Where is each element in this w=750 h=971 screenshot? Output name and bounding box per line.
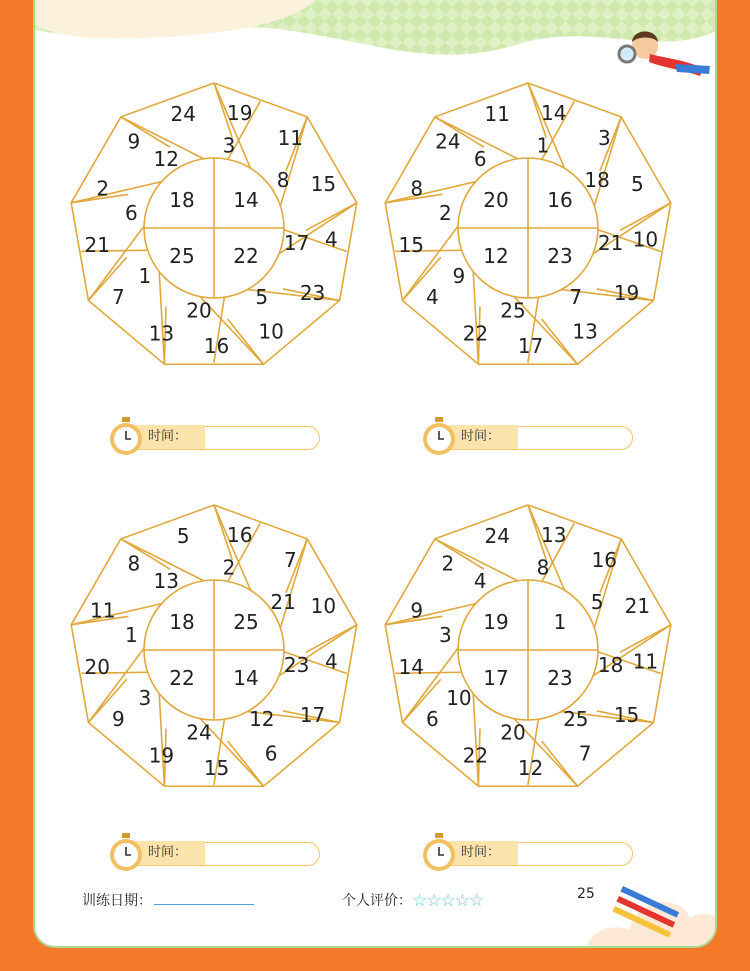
training-date-label: 训练日期：: [82, 893, 152, 909]
middle-cell-number: 24: [186, 720, 212, 745]
middle-cell-number: 5: [590, 590, 604, 615]
outer-cell-number: 21: [624, 593, 651, 618]
middle-cell-number: 17: [283, 231, 310, 256]
page-number: 25: [577, 886, 595, 902]
outer-cell-number: 15: [203, 755, 230, 780]
circle-cell-number: 12: [483, 244, 509, 268]
circle-cell-number: 18: [169, 610, 195, 634]
time-label: 时间：: [120, 841, 205, 865]
stopwatch-icon: [421, 833, 457, 873]
circle-cell-number: 1: [553, 610, 567, 634]
outer-cell-number: 4: [325, 649, 338, 674]
outer-cell-number: 15: [398, 232, 424, 257]
middle-cell-number: 18: [597, 653, 624, 678]
circle-cell-number: 14: [233, 666, 259, 690]
outer-cell-number: 5: [631, 171, 644, 196]
circle-cell-number: 19: [483, 610, 509, 634]
circle-cell-number: 14: [233, 188, 259, 212]
outer-cell-number: 11: [277, 126, 304, 151]
middle-cell-number: 9: [452, 263, 466, 288]
time-label: 时间：: [433, 425, 518, 449]
middle-cell-number: 3: [222, 133, 236, 158]
self-evaluation-label: 个人评价：: [342, 893, 412, 909]
middle-cell-number: 8: [276, 168, 290, 193]
outer-cell-number: 16: [227, 522, 253, 547]
circle-cell-number: 16: [547, 188, 573, 212]
outer-cell-number: 16: [203, 333, 230, 358]
middle-cell-number: 2: [222, 555, 236, 580]
outer-cell-number: 17: [517, 333, 544, 358]
training-date: [82, 890, 254, 910]
outer-cell-number: 22: [462, 321, 489, 346]
middle-cell-number: 8: [536, 555, 550, 580]
outer-cell-number: 10: [632, 227, 659, 252]
time-label: 时间：: [120, 425, 205, 449]
outer-cell-number: 11: [90, 598, 116, 623]
outer-cell-number: 6: [425, 707, 439, 732]
outer-cell-number: 5: [176, 524, 190, 549]
outer-cell-number: 10: [258, 319, 284, 344]
outer-cell-number: 16: [591, 548, 618, 573]
stopwatch-icon: [108, 833, 144, 873]
outer-cell-number: 17: [299, 702, 326, 727]
circle-cell-number: 25: [169, 244, 195, 268]
middle-cell-number: 18: [584, 168, 610, 193]
middle-cell-number: 25: [500, 298, 526, 323]
outer-cell-number: 10: [310, 593, 337, 618]
middle-cell-number: 12: [249, 707, 275, 732]
circle-cell-number: 25: [233, 610, 259, 634]
middle-cell-number: 7: [569, 285, 583, 310]
middle-cell-number: 3: [138, 685, 152, 710]
middle-cell-number: 20: [186, 298, 212, 323]
outer-cell-number: 24: [484, 524, 511, 549]
outer-cell-number: 11: [484, 102, 511, 127]
timer-field[interactable]: [421, 838, 636, 870]
outer-cell-number: 19: [227, 100, 253, 125]
outer-cell-number: 4: [325, 227, 338, 252]
stopwatch-icon: [421, 417, 457, 457]
rating-stars[interactable]: ☆☆☆☆☆: [412, 891, 484, 911]
middle-cell-number: 1: [124, 622, 138, 647]
middle-cell-number: 12: [153, 146, 179, 171]
time-label: 时间：: [433, 841, 518, 865]
outer-cell-number: 8: [410, 176, 424, 201]
middle-cell-number: 6: [473, 146, 487, 171]
outer-cell-number: 2: [96, 176, 110, 201]
outer-cell-number: 13: [541, 522, 567, 547]
middle-cell-number: 2: [438, 200, 452, 225]
self-evaluation: [342, 890, 483, 911]
middle-cell-number: 21: [597, 231, 624, 256]
outer-cell-number: 20: [84, 654, 110, 679]
training-date-input[interactable]: [154, 892, 254, 905]
outer-cell-number: 13: [148, 321, 175, 346]
middle-cell-number: 1: [138, 263, 152, 288]
outer-cell-number: 12: [517, 755, 544, 780]
outer-cell-number: 15: [310, 171, 337, 196]
middle-cell-number: 1: [536, 133, 550, 158]
circle-cell-number: 17: [483, 666, 509, 690]
outer-cell-number: 19: [148, 743, 175, 768]
outer-cell-number: 24: [435, 129, 461, 154]
outer-cell-number: 22: [462, 743, 489, 768]
outer-cell-number: 14: [398, 654, 424, 679]
outer-cell-number: 9: [111, 707, 125, 732]
outer-cell-number: 7: [111, 285, 125, 310]
circle-cell-number: 23: [547, 244, 573, 268]
middle-cell-number: 4: [473, 568, 487, 593]
outer-cell-number: 7: [578, 741, 592, 766]
middle-cell-number: 3: [438, 622, 452, 647]
outer-cell-number: 11: [632, 649, 659, 674]
stopwatch-icon: [108, 417, 144, 457]
middle-cell-number: 20: [500, 720, 526, 745]
outer-cell-number: 7: [283, 548, 297, 573]
outer-cell-number: 6: [264, 741, 278, 766]
outer-cell-number: 13: [572, 319, 598, 344]
outer-cell-number: 8: [127, 551, 141, 576]
outer-cell-number: 21: [84, 232, 110, 257]
timer-field[interactable]: [421, 422, 636, 454]
timer-field[interactable]: [108, 422, 323, 454]
circle-cell-number: 22: [233, 244, 259, 268]
circle-cell-number: 20: [483, 188, 509, 212]
outer-cell-number: 24: [170, 102, 197, 127]
circle-cell-number: 18: [169, 188, 195, 212]
outer-cell-number: 9: [410, 598, 424, 623]
outer-cell-number: 2: [441, 551, 455, 576]
outer-cell-number: 9: [127, 129, 141, 154]
outer-cell-number: 3: [597, 126, 611, 151]
outer-cell-number: 15: [613, 702, 640, 727]
circle-cell-number: 23: [547, 666, 573, 690]
middle-cell-number: 13: [153, 568, 179, 593]
middle-cell-number: 6: [124, 200, 138, 225]
circle-cell-number: 22: [169, 666, 195, 690]
outer-cell-number: 19: [613, 280, 640, 305]
middle-cell-number: 5: [255, 285, 269, 310]
middle-cell-number: 10: [446, 685, 472, 710]
outer-cell-number: 14: [541, 100, 567, 125]
timer-field[interactable]: [108, 838, 323, 870]
middle-cell-number: 25: [563, 707, 589, 732]
outer-cell-number: 23: [299, 280, 326, 305]
outer-cell-number: 4: [425, 285, 439, 310]
middle-cell-number: 21: [270, 590, 296, 615]
middle-cell-number: 23: [283, 653, 310, 678]
